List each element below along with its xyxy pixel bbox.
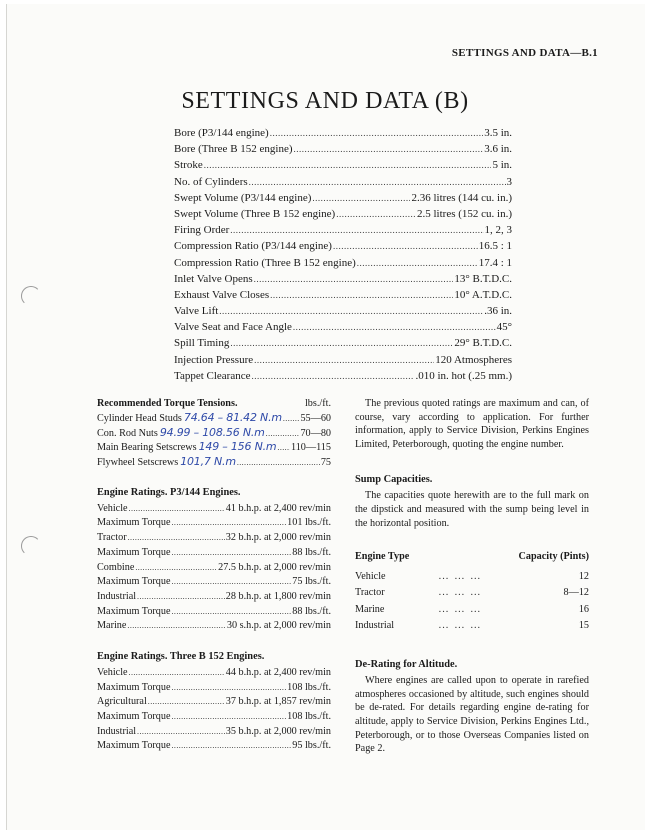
running-head: SETTINGS AND DATA—B.1 <box>451 47 598 59</box>
handwritten-note: 74.64 – 81.42 N.m <box>183 411 282 424</box>
rating-row <box>97 516 331 531</box>
rating-row <box>97 710 331 725</box>
leader-dots <box>172 681 287 696</box>
leader-dots <box>230 338 453 348</box>
leader-dots <box>172 739 292 754</box>
rating-row <box>97 619 331 634</box>
torque-row <box>97 426 331 441</box>
torque-label: Con. Rod Nuts <box>97 427 158 439</box>
rating-value: 41 b.h.p. at 2,400 rev/min <box>225 502 331 514</box>
leader-dots <box>135 561 217 576</box>
spec-label: Swept Volume (P3/144 engine) <box>174 191 312 204</box>
leader-dots <box>333 241 478 251</box>
dots-cell: ... <box>470 603 482 615</box>
rating-value: 88 lbs./ft. <box>292 605 331 617</box>
capacity-row <box>355 585 589 602</box>
rating-label: Maximum Torque <box>97 711 171 722</box>
leader-dots <box>127 619 225 634</box>
torque-rows <box>97 411 331 470</box>
rating-row <box>97 695 331 710</box>
leader-dots <box>336 209 416 219</box>
derating-heading: De-Rating for Altitude. <box>355 659 458 671</box>
rating-label: Combine <box>97 561 135 573</box>
cap-type: Tractor <box>355 587 385 599</box>
handwritten-note: 149 – 156 N.m <box>198 440 277 454</box>
rating-label: Vehicle <box>97 666 128 678</box>
spec-label: No. of Cylinders <box>174 175 248 188</box>
leader-dots <box>137 590 225 605</box>
spec-label: Stroke <box>174 159 203 172</box>
rating-row <box>97 725 331 740</box>
spec-value: 2.36 litres (144 cu. in.) <box>411 191 512 204</box>
leader-dots <box>277 441 290 456</box>
rating-label: Maximum Torque <box>97 681 171 693</box>
spec-row <box>174 192 512 208</box>
sump-heading: Sump Capacities. <box>355 474 433 486</box>
leader-dots <box>137 725 225 740</box>
rating-label: Marine <box>97 620 127 632</box>
cap-value: 12 <box>578 570 589 582</box>
spec-row <box>174 273 512 289</box>
rating-label: Vehicle <box>97 502 128 514</box>
leader-dots <box>128 531 225 546</box>
leader-dots <box>254 355 434 365</box>
ratings-note: The previous quoted ratings are maximum and can, of course, vary according to application. For further information, apply to Service Division, Perkins Engines Limited, Peterborough, quoting the engine number. <box>355 398 589 450</box>
rating-label: Agricultural <box>97 696 147 708</box>
spec-label: Swept Volume (Three B 152 engine) <box>174 207 336 220</box>
leader-dots <box>357 258 478 268</box>
cap-value: 8—12 <box>563 587 589 599</box>
cap-type: Vehicle <box>355 570 386 582</box>
rating-value: 44 b.h.p. at 2,400 rev/min <box>225 666 331 678</box>
spec-row <box>174 143 512 159</box>
rating-value: 32 b.h.p. at 2,000 rev/min <box>225 532 331 544</box>
torque-row <box>97 455 331 470</box>
spec-label: Tappet Clearance <box>174 369 251 382</box>
rating-label: Industrial <box>97 725 137 737</box>
spec-row <box>174 354 512 370</box>
spec-value: 5 in. <box>492 159 512 172</box>
sump-text: The capacities quote herewith are to the full mark on the dipstick and measured with the sump being level in the horizontal position. <box>355 490 589 529</box>
leader-dots <box>129 666 225 681</box>
rating-label: Maximum Torque <box>97 605 171 617</box>
dots-cell: ... <box>454 570 466 582</box>
spec-row <box>174 224 512 240</box>
leader-dots <box>230 225 483 235</box>
spec-row <box>174 257 512 273</box>
spec-label: Bore (Three B 152 engine) <box>174 143 293 156</box>
spec-row <box>174 289 512 305</box>
rating-value: 35 b.h.p. at 2,000 rev/min <box>225 725 331 737</box>
capacity-table <box>355 548 589 634</box>
rating-row <box>97 561 331 576</box>
rating-row <box>97 739 331 754</box>
spec-value: 2.5 litres (152 cu. in.) <box>416 207 512 220</box>
leader-dots <box>172 546 292 561</box>
rating-row <box>97 590 331 605</box>
rating-row <box>97 531 331 546</box>
spec-row <box>174 321 512 337</box>
capacity-row <box>355 618 589 635</box>
cap-header-capacity: Capacity (Pints) <box>518 550 589 562</box>
spec-value: 13° B.T.D.C. <box>454 272 512 285</box>
leader-dots <box>219 306 483 316</box>
spec-row <box>174 305 512 321</box>
leader-dots <box>172 710 287 725</box>
rating-row <box>97 605 331 620</box>
rating-value: 88 lbs./ft. <box>292 546 331 558</box>
rating-row <box>97 502 331 517</box>
left-column <box>97 397 331 754</box>
dots-cell: ... <box>438 570 450 582</box>
spec-label: Firing Order <box>174 224 230 237</box>
leader-dots <box>148 695 225 710</box>
rating-row <box>97 666 331 681</box>
leader-dots <box>129 502 225 517</box>
spec-value: 3 <box>506 175 512 188</box>
spec-row <box>174 208 512 224</box>
capacity-row <box>355 601 589 618</box>
handwritten-note: 94.99 – 108.56 N.m <box>159 425 265 439</box>
right-column <box>355 397 589 756</box>
torque-label: Flywheel Setscrews <box>97 457 179 469</box>
spec-label: Injection Pressure <box>174 353 254 366</box>
leader-dots <box>252 371 415 381</box>
spec-label: Compression Ratio (Three B 152 engine) <box>174 256 356 269</box>
spec-row <box>174 337 512 353</box>
torque-heading-text: Recommended Torque Tensions. <box>97 398 238 409</box>
spec-value: .36 in. <box>484 305 512 318</box>
rating-label: Industrial <box>97 590 137 602</box>
dots-cell: ... <box>438 620 450 632</box>
ratings-b152-heading: Engine Ratings. Three B 152 Engines. <box>97 650 265 662</box>
spec-value: 17.4 : 1 <box>478 256 512 269</box>
rating-label: Maximum Torque <box>97 740 171 752</box>
spec-row <box>174 176 512 192</box>
leader-dots <box>283 412 300 427</box>
torque-value: 110—115 <box>291 442 331 454</box>
ratings-p3-heading: Engine Ratings. P3/144 Engines. <box>97 486 241 498</box>
spec-label: Compression Ratio (P3/144 engine) <box>174 240 332 253</box>
torque-row <box>97 440 331 455</box>
torque-value: 55—60 <box>300 413 331 424</box>
rating-value: 95 lbs./ft. <box>292 740 331 752</box>
rating-row <box>97 681 331 696</box>
spec-list <box>174 127 512 386</box>
dots-cell: ... <box>438 603 450 615</box>
cap-type: Marine <box>355 603 385 615</box>
spec-label: Bore (P3/144 engine) <box>174 127 269 139</box>
leader-dots <box>172 605 292 620</box>
dots-cell: ... <box>470 620 482 632</box>
spec-label: Inlet Valve Opens <box>174 272 253 285</box>
rating-value: 108 lbs./ft. <box>287 711 331 722</box>
spec-value: 120 Atmospheres <box>435 353 512 366</box>
rating-label: Maximum Torque <box>97 546 171 558</box>
dots-cell: ... <box>470 587 482 599</box>
leader-dots <box>293 322 496 332</box>
rating-value: 30 s.h.p. at 2,000 rev/min <box>226 620 331 632</box>
rating-label: Tractor <box>97 532 127 544</box>
leader-dots <box>270 290 453 300</box>
torque-value: 70—80 <box>300 427 331 439</box>
ratings-p3-rows <box>97 502 331 634</box>
spec-value: 29° B.T.D.C. <box>454 337 512 350</box>
leader-dots <box>172 575 292 590</box>
cap-value: 15 <box>578 620 589 632</box>
handwritten-note: 101,7 N.m <box>180 455 236 469</box>
punch-hole-mark <box>21 536 41 556</box>
leader-dots <box>254 274 454 284</box>
rating-label: Maximum Torque <box>97 576 171 588</box>
spec-value: 10° A.T.D.C. <box>454 288 512 301</box>
leader-dots <box>204 160 492 170</box>
spec-label: Spill Timing <box>174 337 230 350</box>
leader-dots <box>237 456 320 471</box>
page-title: SETTINGS AND DATA (B) <box>181 88 469 114</box>
rating-label: Maximum Torque <box>97 517 171 529</box>
spec-label: Valve Seat and Face Angle <box>174 321 292 334</box>
spec-value: 1, 2, 3 <box>484 224 512 237</box>
spec-row <box>174 370 512 386</box>
spec-row <box>174 127 512 143</box>
dots-cell: ... <box>454 603 466 615</box>
derating-text: Where engines are called upon to operate in rarefied atmospheres occasioned by altitude, such engines should be de-rated. For details regarding engine de-rating for altitude, apply to Service Division, Perkins Engines Ltd., Peterborough, or to those Overseas Companies listed on Page 2. <box>355 675 589 755</box>
spec-row <box>174 159 512 175</box>
spec-row <box>174 240 512 256</box>
rating-row <box>97 546 331 561</box>
ratings-b152-rows <box>97 666 331 754</box>
dots-cell: ... <box>470 570 482 582</box>
rating-value: 27.5 b.h.p. at 2,000 rev/min <box>218 561 331 573</box>
rating-value: 37 b.h.p. at 1,857 rev/min <box>225 696 331 708</box>
spec-value: 3.6 in. <box>484 143 512 156</box>
leader-dots <box>172 516 287 531</box>
leader-dots <box>294 144 484 154</box>
punch-hole-mark <box>21 286 41 306</box>
spec-value: 3.5 in. <box>484 127 512 139</box>
rating-row <box>97 575 331 590</box>
torque-label: Cylinder Head Studs <box>97 413 182 424</box>
leader-dots <box>270 128 483 138</box>
torque-label: Main Bearing Setscrews <box>97 442 197 454</box>
dots-cell: ... <box>438 587 450 599</box>
leader-dots <box>266 427 300 442</box>
capacity-row <box>355 568 589 585</box>
torque-value: 75 <box>320 457 331 469</box>
torque-heading <box>97 397 331 411</box>
cap-value: 16 <box>578 603 589 615</box>
rating-value: 108 lbs./ft. <box>287 681 331 693</box>
spec-value: 16.5 : 1 <box>478 240 512 253</box>
cap-header-type: Engine Type <box>355 550 410 562</box>
cap-type: Industrial <box>355 620 395 632</box>
dots-cell: ... <box>454 620 466 632</box>
leader-dots <box>249 177 506 187</box>
rating-value: 28 b.h.p. at 1,800 rev/min <box>225 590 331 602</box>
torque-unit: lbs./ft. <box>304 398 331 409</box>
spec-value: .010 in. hot (.25 mm.) <box>415 369 512 382</box>
dots-cell: ... <box>454 587 466 599</box>
torque-row <box>97 411 331 426</box>
spec-label: Valve Lift <box>174 305 219 318</box>
rating-value: 75 lbs./ft. <box>292 576 331 588</box>
rating-value: 101 lbs./ft. <box>287 517 331 529</box>
leader-dots <box>312 193 410 203</box>
spec-value: 45° <box>496 321 512 334</box>
spec-label: Exhaust Valve Closes <box>174 288 270 301</box>
